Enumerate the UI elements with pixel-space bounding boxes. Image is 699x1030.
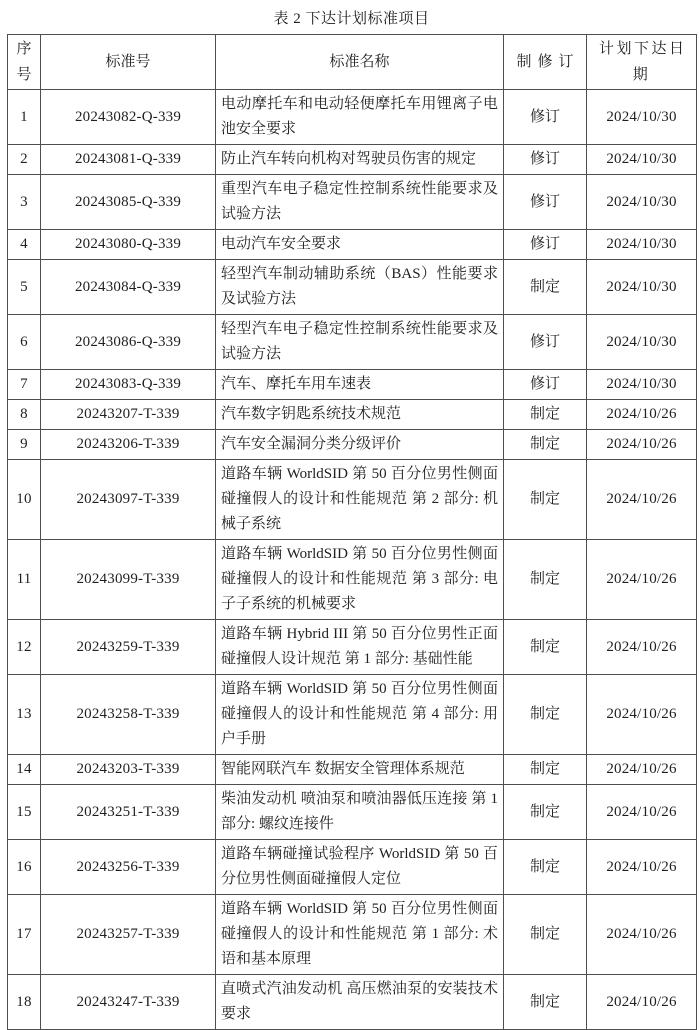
cell-revision-type: 修订 bbox=[504, 230, 587, 260]
cell-revision-type: 制定 bbox=[504, 260, 587, 315]
cell-standard-number: 20243085-Q-339 bbox=[41, 175, 216, 230]
cell-standard-number: 20243251-T-339 bbox=[41, 785, 216, 840]
col-header-revision-type: 制修订 bbox=[504, 35, 587, 90]
cell-serial-number: 4 bbox=[8, 230, 41, 260]
table-row bbox=[8, 90, 697, 145]
cell-standard-name: 智能网联汽车 数据安全管理体系规范 bbox=[216, 755, 504, 785]
table-row bbox=[8, 460, 697, 540]
table-row bbox=[8, 230, 697, 260]
cell-revision-type: 制定 bbox=[504, 460, 587, 540]
cell-standard-name: 汽车数字钥匙系统技术规范 bbox=[216, 400, 504, 430]
cell-standard-name: 道路车辆碰撞试验程序 WorldSID 第 50 百分位男性侧面碰撞假人定位 bbox=[216, 840, 504, 895]
cell-serial-number: 6 bbox=[8, 315, 41, 370]
cell-serial-number: 5 bbox=[8, 260, 41, 315]
cell-standard-name: 电动汽车安全要求 bbox=[216, 230, 504, 260]
cell-revision-type: 制定 bbox=[504, 840, 587, 895]
table-row bbox=[8, 315, 697, 370]
cell-serial-number: 7 bbox=[8, 370, 41, 400]
cell-standard-number: 20243083-Q-339 bbox=[41, 370, 216, 400]
table-row bbox=[8, 540, 697, 620]
cell-standard-number: 20243259-T-339 bbox=[41, 620, 216, 675]
cell-serial-number: 15 bbox=[8, 785, 41, 840]
col-header-standard-number: 标准号 bbox=[41, 35, 216, 90]
cell-standard-number: 20243084-Q-339 bbox=[41, 260, 216, 315]
table-row bbox=[8, 675, 697, 755]
cell-serial-number: 13 bbox=[8, 675, 41, 755]
table-body bbox=[8, 90, 697, 1030]
cell-plan-date: 2024/10/26 bbox=[587, 895, 697, 975]
cell-serial-number: 1 bbox=[8, 90, 41, 145]
cell-plan-date: 2024/10/30 bbox=[587, 315, 697, 370]
cell-standard-number: 20243099-T-339 bbox=[41, 540, 216, 620]
cell-standard-number: 20243256-T-339 bbox=[41, 840, 216, 895]
table-row bbox=[8, 260, 697, 315]
cell-standard-number: 20243082-Q-339 bbox=[41, 90, 216, 145]
cell-plan-date: 2024/10/26 bbox=[587, 840, 697, 895]
cell-standard-name: 重型汽车电子稳定性控制系统性能要求及试验方法 bbox=[216, 175, 504, 230]
cell-standard-number: 20243207-T-339 bbox=[41, 400, 216, 430]
cell-standard-number: 20243206-T-339 bbox=[41, 430, 216, 460]
cell-standard-name: 道路车辆 WorldSID 第 50 百分位男性侧面碰撞假人的设计和性能规范 第 4 部分: 用户手册 bbox=[216, 675, 504, 755]
cell-serial-number: 12 bbox=[8, 620, 41, 675]
cell-standard-name: 轻型汽车制动辅助系统（BAS）性能要求及试验方法 bbox=[216, 260, 504, 315]
cell-plan-date: 2024/10/26 bbox=[587, 975, 697, 1030]
cell-plan-date: 2024/10/30 bbox=[587, 230, 697, 260]
cell-plan-date: 2024/10/26 bbox=[587, 430, 697, 460]
cell-serial-number: 3 bbox=[8, 175, 41, 230]
col-header-standard-name: 标准名称 bbox=[216, 35, 504, 90]
cell-plan-date: 2024/10/26 bbox=[587, 540, 697, 620]
cell-standard-number: 20243080-Q-339 bbox=[41, 230, 216, 260]
table-row bbox=[8, 785, 697, 840]
cell-serial-number: 18 bbox=[8, 975, 41, 1030]
table-row bbox=[8, 840, 697, 895]
cell-serial-number: 17 bbox=[8, 895, 41, 975]
cell-revision-type: 修订 bbox=[504, 315, 587, 370]
table-row bbox=[8, 755, 697, 785]
cell-standard-number: 20243203-T-339 bbox=[41, 755, 216, 785]
header-row bbox=[8, 35, 697, 90]
cell-standard-number: 20243097-T-339 bbox=[41, 460, 216, 540]
cell-standard-name: 防止汽车转向机构对驾驶员伤害的规定 bbox=[216, 145, 504, 175]
cell-standard-number: 20243247-T-339 bbox=[41, 975, 216, 1030]
col-header-plan-date: 计划下达日期 bbox=[587, 35, 697, 90]
cell-revision-type: 制定 bbox=[504, 755, 587, 785]
cell-revision-type: 制定 bbox=[504, 895, 587, 975]
cell-standard-name: 道路车辆 WorldSID 第 50 百分位男性侧面碰撞假人的设计和性能规范 第 3 部分: 电子子系统的机械要求 bbox=[216, 540, 504, 620]
cell-serial-number: 9 bbox=[8, 430, 41, 460]
cell-standard-number: 20243258-T-339 bbox=[41, 675, 216, 755]
cell-plan-date: 2024/10/26 bbox=[587, 400, 697, 430]
table-row bbox=[8, 400, 697, 430]
cell-standard-name: 电动摩托车和电动轻便摩托车用锂离子电池安全要求 bbox=[216, 90, 504, 145]
cell-standard-name: 道路车辆 WorldSID 第 50 百分位男性侧面碰撞假人的设计和性能规范 第 1 部分: 术语和基本原理 bbox=[216, 895, 504, 975]
cell-serial-number: 14 bbox=[8, 755, 41, 785]
cell-standard-name: 轻型汽车电子稳定性控制系统性能要求及试验方法 bbox=[216, 315, 504, 370]
table-row bbox=[8, 430, 697, 460]
cell-standard-name: 道路车辆 Hybrid III 第 50 百分位男性正面碰撞假人设计规范 第 1 部分: 基础性能 bbox=[216, 620, 504, 675]
table-caption: 表 2 下达计划标准项目 bbox=[273, 11, 430, 27]
cell-revision-type: 修订 bbox=[504, 370, 587, 400]
cell-plan-date: 2024/10/30 bbox=[587, 370, 697, 400]
cell-revision-type: 修订 bbox=[504, 90, 587, 145]
table-row bbox=[8, 895, 697, 975]
cell-serial-number: 8 bbox=[8, 400, 41, 430]
col-header-serial: 序号 bbox=[8, 35, 41, 90]
cell-serial-number: 16 bbox=[8, 840, 41, 895]
cell-revision-type: 修订 bbox=[504, 145, 587, 175]
standards-table bbox=[7, 34, 697, 1030]
cell-revision-type: 制定 bbox=[504, 975, 587, 1030]
cell-standard-number: 20243257-T-339 bbox=[41, 895, 216, 975]
cell-standard-name: 直喷式汽油发动机 高压燃油泵的安装技术要求 bbox=[216, 975, 504, 1030]
cell-revision-type: 制定 bbox=[504, 400, 587, 430]
table-row bbox=[8, 370, 697, 400]
cell-revision-type: 修订 bbox=[504, 175, 587, 230]
cell-serial-number: 2 bbox=[8, 145, 41, 175]
cell-plan-date: 2024/10/26 bbox=[587, 785, 697, 840]
cell-revision-type: 制定 bbox=[504, 675, 587, 755]
cell-serial-number: 10 bbox=[8, 460, 41, 540]
cell-plan-date: 2024/10/26 bbox=[587, 620, 697, 675]
cell-plan-date: 2024/10/26 bbox=[587, 755, 697, 785]
cell-plan-date: 2024/10/26 bbox=[587, 460, 697, 540]
cell-standard-name: 柴油发动机 喷油泵和喷油器低压连接 第 1 部分: 螺纹连接件 bbox=[216, 785, 504, 840]
cell-plan-date: 2024/10/30 bbox=[587, 90, 697, 145]
table-row bbox=[8, 145, 697, 175]
cell-plan-date: 2024/10/30 bbox=[587, 175, 697, 230]
cell-revision-type: 制定 bbox=[504, 540, 587, 620]
cell-standard-number: 20243086-Q-339 bbox=[41, 315, 216, 370]
cell-revision-type: 制定 bbox=[504, 785, 587, 840]
table-row bbox=[8, 620, 697, 675]
table-row bbox=[8, 175, 697, 230]
cell-revision-type: 制定 bbox=[504, 430, 587, 460]
cell-plan-date: 2024/10/26 bbox=[587, 675, 697, 755]
cell-standard-name: 汽车、摩托车用车速表 bbox=[216, 370, 504, 400]
cell-revision-type: 制定 bbox=[504, 620, 587, 675]
cell-standard-name: 道路车辆 WorldSID 第 50 百分位男性侧面碰撞假人的设计和性能规范 第 2 部分: 机械子系统 bbox=[216, 460, 504, 540]
cell-serial-number: 11 bbox=[8, 540, 41, 620]
cell-plan-date: 2024/10/30 bbox=[587, 260, 697, 315]
table-row bbox=[8, 975, 697, 1030]
cell-standard-name: 汽车安全漏洞分类分级评价 bbox=[216, 430, 504, 460]
cell-plan-date: 2024/10/30 bbox=[587, 145, 697, 175]
cell-standard-number: 20243081-Q-339 bbox=[41, 145, 216, 175]
